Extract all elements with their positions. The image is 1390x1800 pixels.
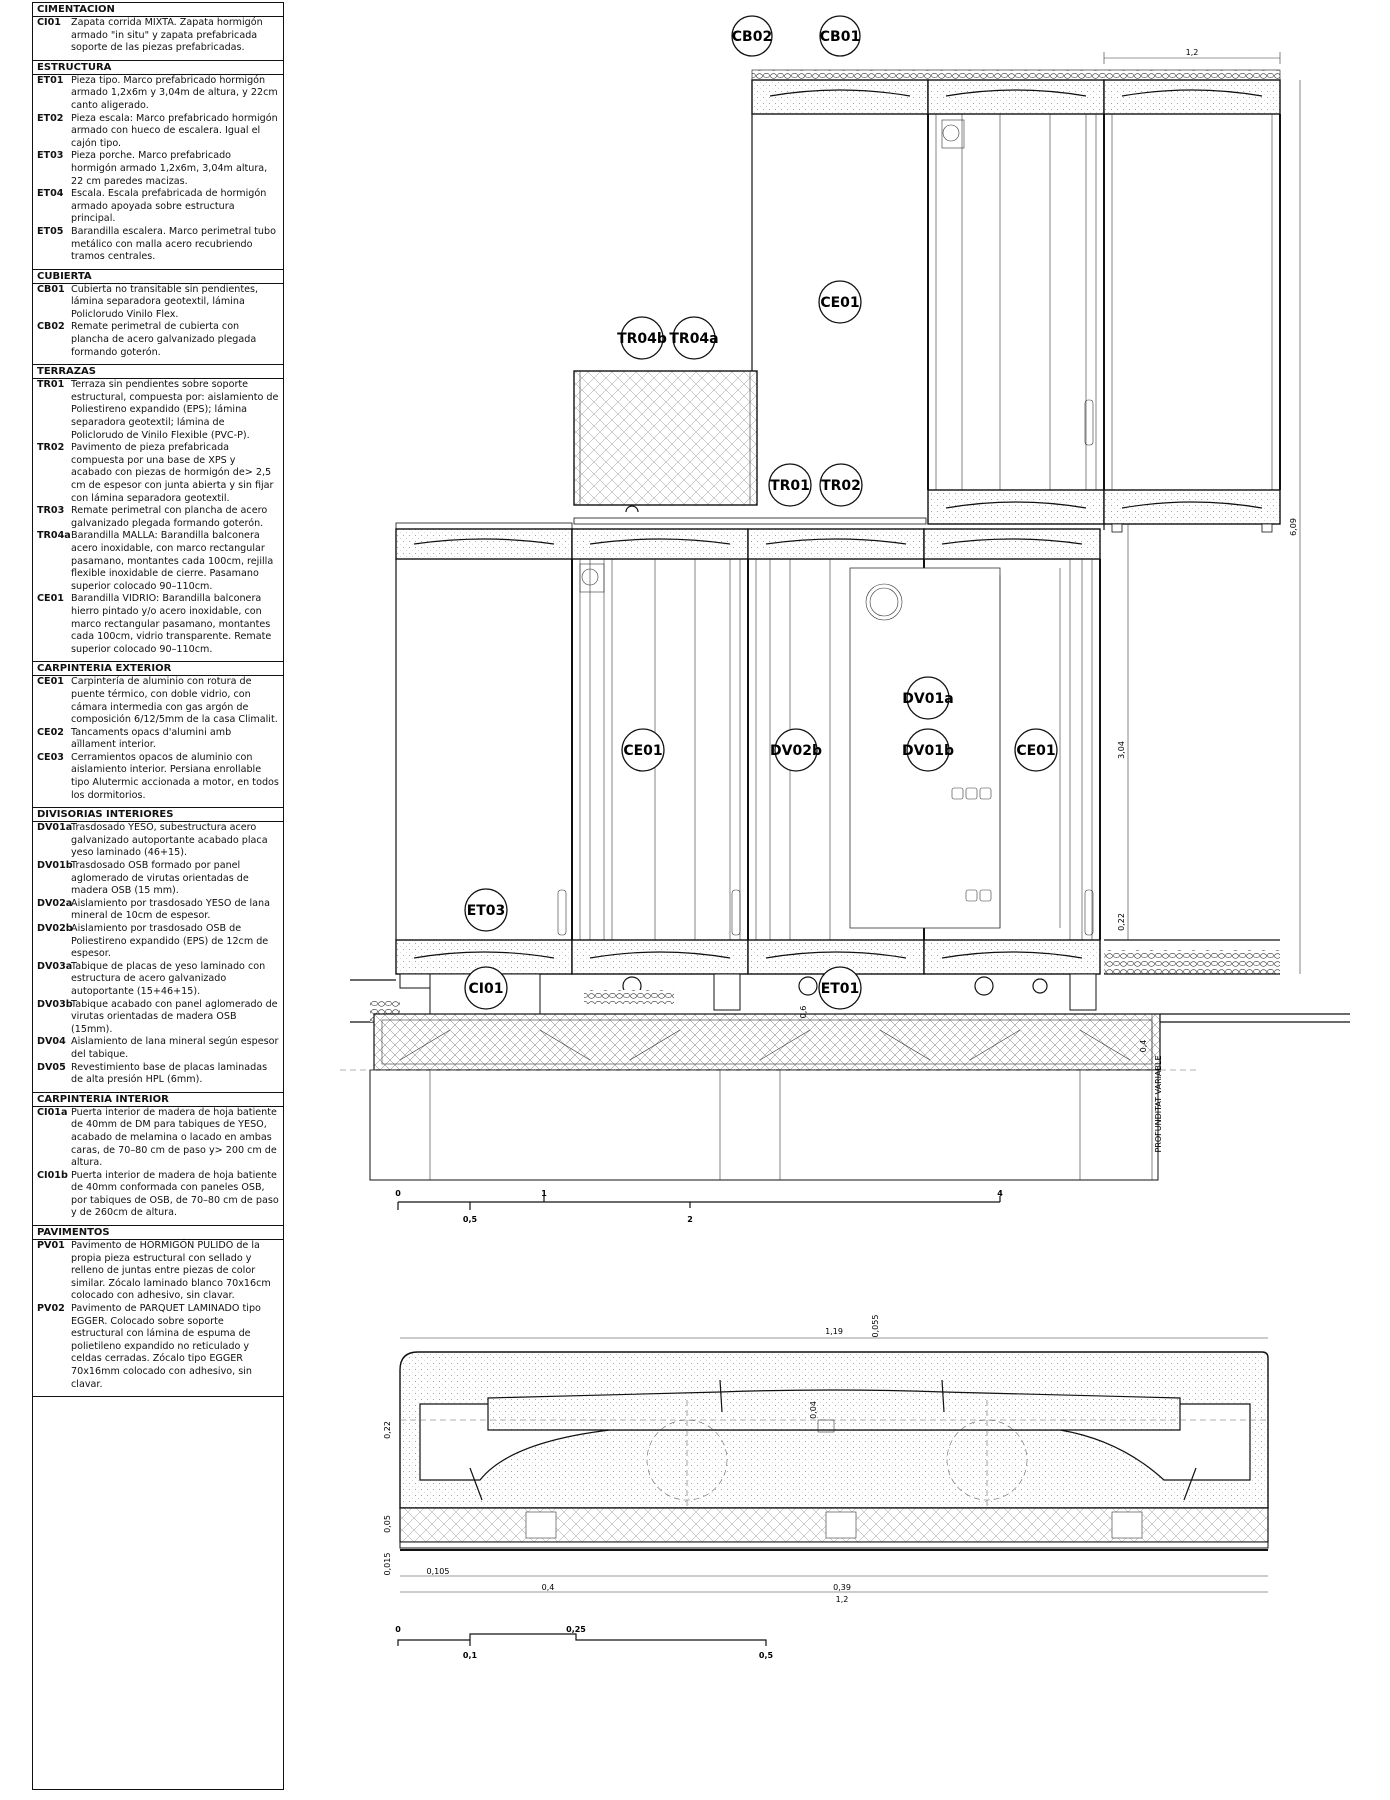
tag-tr01: [769, 464, 811, 506]
legend-section-title: CARPINTERIA INTERIOR: [33, 1094, 283, 1107]
legend-item-text: Puerta interior de madera de hoja batiente de 40mm conformada con paneles OSB, por tabiques de OSB, de 70–80 cm de paso y de 260cm de altura.: [71, 1169, 279, 1219]
tag-cb01: [820, 16, 860, 56]
legend-item-code: DV03b: [37, 998, 73, 1010]
svg-text:CB01: CB01: [819, 29, 861, 45]
legend-section-title: DIVISORIAS INTERIORES: [33, 809, 283, 822]
legend-item-text: Puerta interior de madera de hoja batiente de 40mm de DM para tabiques de YESO, acabado de melamina o lacado en ambas caras, de 70–80 cm de paso y> 200 cm de altura.: [71, 1106, 277, 1169]
dim-detail-022: 0,22: [383, 1421, 392, 1439]
legend-item-code: ET04: [37, 188, 64, 200]
legend-item-code: DV05: [37, 1061, 66, 1073]
legend-item-code: DV01a: [37, 822, 73, 834]
dim-floor-height: 3,04: [1117, 741, 1126, 759]
legend-item-text: Barandilla VIDRIO: Barandilla balconera hierro pintado y/o acero inoxidable, con marco rectangular pasamano, montantes cada 100cm, vidrio transparente. Remate superior colocado 90–110cm.: [71, 593, 272, 655]
legend-item-code: CE02: [37, 726, 64, 738]
svg-text:DV02b: DV02b: [770, 743, 822, 759]
terrace-slab-2: [572, 529, 748, 559]
legend-item-code: CI01a: [37, 1106, 68, 1118]
legend-item-text: Barandilla escalera. Marco perimetral tubo metálico con malla acero recubriendo tramos centrales.: [71, 225, 276, 263]
dim-detail-055: 0,055: [871, 1314, 880, 1338]
legend-item-text: Barandilla MALLA: Barandilla balconera acero inoxidable, con marco rectangular pasamano, montantes cada 100cm, rejilla flexible inoxidable de cierre. Pasamano superior colocado 90–110cm.: [71, 530, 274, 592]
tag-tr04b: [617, 317, 667, 359]
detail-scale-0: 0: [395, 1625, 401, 1634]
svg-text:TR04b: TR04b: [617, 331, 667, 347]
legend-item-text: Pieza escala: Marco prefabricado hormigón armado con hueco de escalera. Igual el cajón tipo.: [71, 112, 278, 149]
legend-item-text: Cerramientos opacos de aluminio con aislamiento interior. Persiana enrollable tipo Alutermic accionada a motor, en todos los dormitorios.: [71, 751, 279, 801]
legend-item-text: Trasdosado YESO, subestructura acero galvanizado autoportante acabado placa yeso laminado (46+15).: [71, 822, 268, 859]
legend-item-code: DV01b: [37, 860, 73, 872]
dim-top-width: 1,2: [1185, 48, 1199, 57]
legend-item-code: TR01: [37, 379, 65, 391]
scale-bar-main: [395, 1189, 1003, 1224]
detail-scale-025: 0,25: [566, 1625, 586, 1634]
dim-footing: 0,6: [799, 1005, 808, 1019]
legend-section-title: PAVIMENTOS: [33, 1227, 283, 1240]
legend-item-text: Pieza tipo. Marco prefabricado hormigón armado 1,2x6m y 3,04m de altura, y 22cm canto aligerado.: [71, 74, 278, 111]
svg-text:TR01: TR01: [770, 478, 810, 494]
tag-ci01: [465, 967, 507, 1009]
svg-text:DV01b: DV01b: [902, 743, 954, 759]
svg-text:CE01: CE01: [1016, 743, 1056, 759]
legend-item-code: DV02b: [37, 923, 73, 934]
tag-dv02b: [770, 729, 822, 771]
tag-cb02: [732, 16, 772, 56]
legend-item-code: CB01: [37, 283, 65, 295]
scale-1: 1: [541, 1189, 547, 1198]
legend-item-text: Aislamiento de lana mineral según espesor del tabique.: [71, 1036, 279, 1060]
legend-section-title: CARPINTERIA EXTERIOR: [33, 663, 283, 676]
svg-text:CB02: CB02: [731, 29, 773, 45]
svg-text:TR02: TR02: [821, 478, 861, 494]
legend-item-text: Aislamiento por trasdosado OSB de Poliestireno expandido (EPS) de 12cm de espesor.: [71, 923, 269, 960]
legend-item-code: CB02: [37, 321, 65, 333]
svg-text:TR04a: TR04a: [669, 331, 719, 347]
terrace-slab-4: [924, 529, 1100, 559]
dim-detail-0015: 0,015: [383, 1552, 392, 1576]
svg-text:ET01: ET01: [820, 981, 860, 997]
legend-item-code: CE01: [37, 593, 64, 605]
legend-item-text: Tancaments opacs d'alumini amb aïllament interior.: [71, 726, 232, 751]
roof-slab-1: [752, 80, 928, 114]
legend-item-code: PV01: [37, 1240, 65, 1252]
lower-floor: [396, 523, 1280, 974]
legend-section-title: TERRAZAS: [33, 366, 283, 379]
dim-detail-0105: 0,105: [426, 1567, 450, 1576]
dim-slab: 0,22: [1117, 913, 1126, 931]
roof-slab-3: [1104, 80, 1280, 114]
dim-detail-04: 0,04: [809, 1401, 818, 1419]
scale-bar-detail: [395, 1625, 773, 1660]
legend-item-code: DV03a: [37, 960, 73, 972]
scale-2: 2: [687, 1215, 693, 1224]
legend-item-code: CE03: [37, 751, 64, 763]
terrace-slab-3: [748, 529, 924, 559]
terrace-slab-1: [396, 529, 572, 559]
legend-item-text: Pavimento de pieza prefabricada compuesta por una base de XPS y acabado con piezas de hormigón de> 2,5 cm de espesor con junta abierta y sin fijar con lámina separadora geotextil.: [71, 442, 274, 504]
terrace-railing: [574, 371, 926, 524]
legend-item-text: Escala. Escala prefabricada de hormigón armado apoyada sobre estructura principal.: [71, 188, 267, 225]
legend-item-code: TR02: [37, 442, 65, 454]
legend-item-text: Tabique de placas de yeso laminado con estructura de acero galvanizado autoportante (15+46+15).: [71, 960, 266, 997]
tag-et01: [819, 967, 861, 1009]
legend-item-text: Remate perimetral con plancha de acero galvanizado plegada formando goterón.: [71, 505, 268, 529]
tag-tr02: [820, 464, 862, 506]
legend-item-text: Revestimiento base de placas laminadas de alta presión HPL (6mm).: [71, 1061, 268, 1086]
legend-item-code: TR04a: [37, 530, 71, 542]
legend-section-title: CIMENTACION: [33, 4, 283, 17]
legend-item-code: ET02: [37, 112, 64, 124]
legend-item-text: Remate perimetral de cubierta con plancha de acero galvanizado plegada formando goterón.: [71, 321, 257, 358]
svg-text:DV01a: DV01a: [902, 691, 954, 707]
legend-item-code: CI01b: [37, 1169, 68, 1181]
legend-item-text: Tabique acabado con panel aglomerado de virutas orientadas de madera OSB (15mm).: [71, 998, 278, 1035]
legend-section-title: CUBIERTA: [33, 271, 283, 284]
legend-item-text: Pavimento de PARQUET LAMINADO tipo EGGER. Colocado sobre soporte estructural con lámina de espuma de polietileno expandido no reticulado y celdas cerradas. Zócalo tipo EGGER 70x16mm colocado con adhesivo, sin clavar.: [71, 1303, 261, 1390]
dim-detail-width: 1,19: [825, 1327, 843, 1336]
dim-base-depth: 0,4: [1139, 1039, 1148, 1053]
legend-item-text: Pieza porche. Marco prefabricado hormigón armado 1,2x6m, 3,04m altura, 22 cm paredes macizas.: [71, 150, 268, 187]
legend-item-code: ET01: [37, 74, 64, 86]
roof-slab-2: [928, 80, 1104, 114]
legend-item-code: TR03: [37, 505, 65, 517]
dim-total-height: 6,09: [1289, 518, 1298, 536]
legend-item-code: ET03: [37, 150, 64, 162]
legend-item-code: PV02: [37, 1303, 65, 1315]
scale-0: 0: [395, 1189, 401, 1198]
scale-05: 0,5: [462, 1215, 478, 1224]
legend-item-text: Aislamiento por trasdosado YESO de lana mineral de 10cm de espesor.: [71, 897, 270, 922]
svg-text:CI01: CI01: [468, 981, 504, 997]
legend-item-code: ET05: [37, 225, 64, 237]
detail-scale-05: 0,5: [758, 1651, 774, 1660]
roof-gravel: [752, 70, 1280, 80]
detail-section: [383, 1315, 1268, 1604]
tag-et03: [465, 889, 507, 931]
dim-detail-005: 0,05: [383, 1515, 392, 1533]
svg-text:CE01: CE01: [820, 295, 860, 311]
tag-ce01-left: [622, 729, 664, 771]
tag-ce01-right: [1015, 729, 1057, 771]
legend-item-code: DV04: [37, 1036, 66, 1048]
legend-item-text: Zapata corrida MIXTA. Zapata hormigón armado "in situ" y zapata prefabricada soporte de las piezas prefabricadas.: [71, 17, 263, 54]
legend-item-text: Pavimento de HORMIGÓN PULIDO de la propia pieza estructural con sellado y relleno de juntas entre piezas de color similar. Zócalo laminado blanco 70x16cm colocado con adhesivo, sin clavar.: [71, 1240, 271, 1302]
legend-item-text: Carpintería de aluminio con rotura de puente térmico, con doble vidrio, con cámara intermedia con gas argón de composición 6/12/5mm de la casa Climalit.: [71, 676, 278, 726]
dim-detail-total: 1,2: [835, 1595, 849, 1604]
dim-detail-04b: 0,4: [541, 1583, 555, 1592]
svg-text:CE01: CE01: [623, 743, 663, 759]
legend-item-text: Cubierta no transitable sin pendientes, lámina separadora geotextil, lámina Policlorudo Vinilo Flex.: [71, 283, 259, 320]
detail-scale-01: 0,1: [462, 1651, 478, 1660]
tag-tr04a: [669, 317, 718, 359]
dim-depth-note: PROFUNDITAT VARIABLE: [1154, 1055, 1163, 1153]
scale-4: 4: [997, 1189, 1003, 1198]
legend-item-text: Terraza sin pendientes sobre soporte estructural, compuesta por: aislamiento de Poliestireno expandido (EPS); lámina separadora geotextil; lámina de Policlorudo de Vinilo Flexible (PVC-P).: [71, 379, 279, 441]
legend-item-code: DV02a: [37, 897, 73, 909]
tag-ce01-top: [819, 281, 861, 323]
svg-text:ET03: ET03: [466, 903, 506, 919]
legend-item-code: CE01: [37, 676, 64, 688]
legend-section-title: ESTRUCTURA: [33, 62, 283, 75]
legend-item-text: Trasdosado OSB formado por panel aglomerado de virutas orientadas de madera OSB (15 mm).: [71, 860, 249, 897]
legend-item-code: CI01: [37, 17, 61, 28]
dim-detail-039: 0,39: [833, 1583, 851, 1592]
